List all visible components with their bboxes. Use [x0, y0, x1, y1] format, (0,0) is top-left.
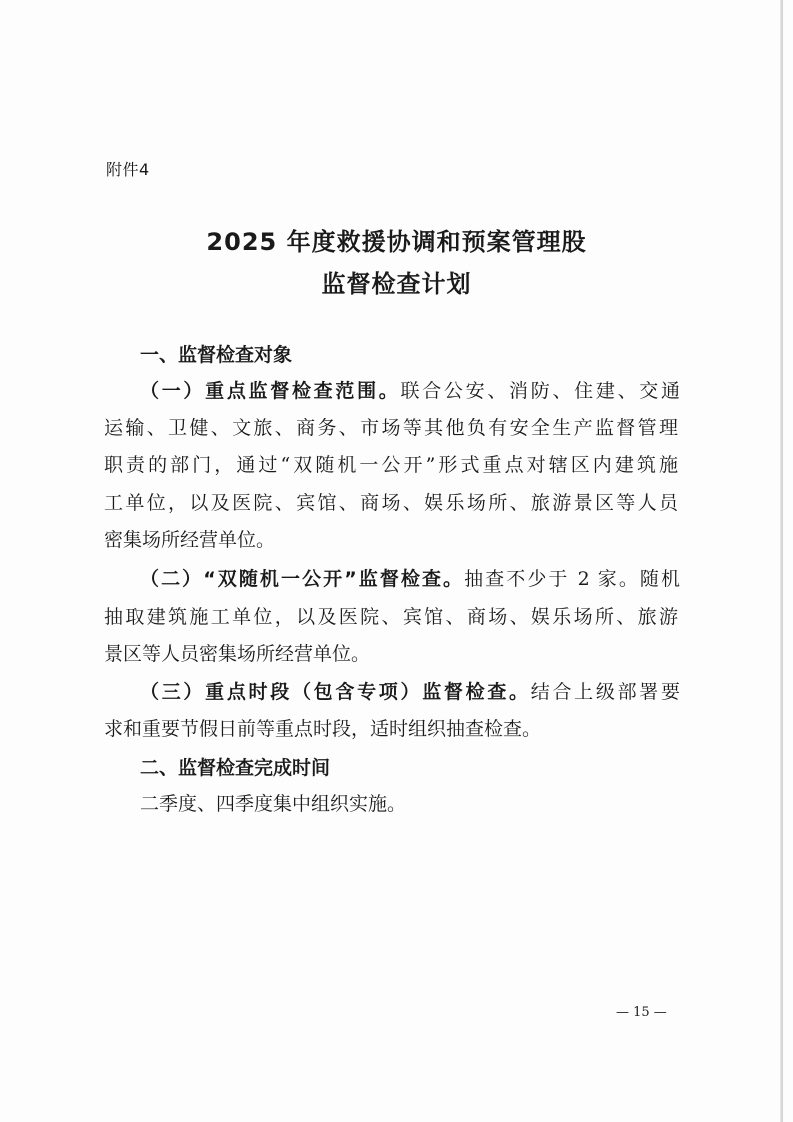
item-1-line-3: 职责的部门，通过“双随机一公开”形式重点对辖区内建筑施 — [104, 454, 678, 476]
item-2-bold-prefix: （二）“双随机一公开”监督检查。 — [140, 568, 465, 590]
item-1-bold-prefix: （一）重点监督检查范围。 — [140, 380, 401, 402]
item-3-line-2: 求和重要节假日前等重点时段，适时组织抽查检查。 — [104, 718, 542, 740]
item-1-line-4: 工单位，以及医院、宾馆、商场、娱乐场所、旅游景区等人员 — [104, 492, 678, 514]
section-2-heading: 二、监督检查完成时间 — [140, 757, 331, 779]
item-2-line-3: 景区等人员密集场所经营单位。 — [104, 643, 371, 665]
document-title-line-2: 监督检查计划 — [321, 270, 472, 298]
page-number: — 15 — — [616, 1005, 667, 1020]
document-title-line-1: 2025 年度救援协调和预案管理股 — [206, 228, 587, 256]
attachment-label: 附件4 — [106, 160, 150, 179]
item-3-bold-prefix: （三）重点时段（包含专项）监督检查。 — [140, 681, 531, 703]
item-1-line-1-rest: 联合公安、消防、住建、交通 — [400, 380, 680, 402]
item-1-line-5: 密集场所经营单位。 — [104, 529, 276, 551]
item-1-line-1 — [140, 380, 680, 402]
section-1-heading: 一、监督检查对象 — [140, 344, 293, 366]
scan-edge — [780, 0, 783, 1122]
item-2-line-2: 抽取建筑施工单位，以及医院、宾馆、商场、娱乐场所、旅游 — [104, 606, 678, 628]
item-2-line-1 — [140, 568, 680, 590]
section-2-body: 二季度、四季度集中组织实施。 — [140, 793, 407, 815]
item-2-line-1-rest: 抽查不少于 2 家。随机 — [464, 568, 680, 590]
item-3-line-1-rest: 结合上级部署要 — [530, 681, 680, 703]
item-3-line-1 — [140, 681, 680, 703]
item-1-line-2: 运输、卫健、文旅、商务、市场等其他负有安全生产监督管理 — [104, 417, 678, 439]
